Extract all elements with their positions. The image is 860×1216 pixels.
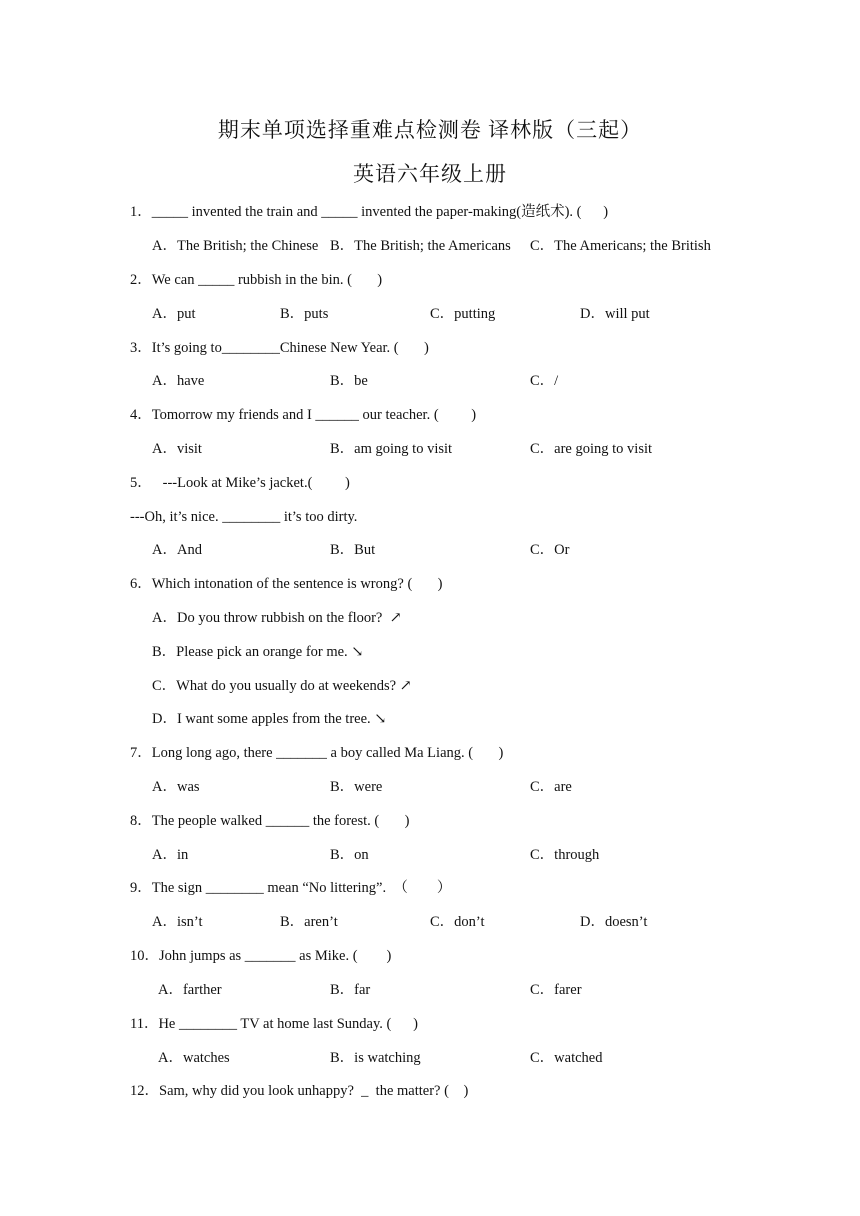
question-option: C．watched	[530, 1050, 603, 1066]
question-option: D．will put	[580, 306, 650, 322]
question-stem-continued: ---Oh, it’s nice. ________ it’s too dirty.	[130, 509, 358, 525]
question-option: B．is watching	[330, 1050, 421, 1066]
question-option: D．I want some apples from the tree. ↘	[152, 711, 387, 727]
question-option: B．on	[330, 847, 369, 863]
question-option: A．visit	[152, 441, 202, 457]
question-option: A．Do you throw rubbish on the floor? ↗	[152, 610, 402, 626]
question-option: C．putting	[430, 306, 496, 322]
page-subtitle: 英语六年级上册	[353, 162, 507, 186]
question-option: C．are	[530, 779, 572, 795]
question-stem: 10．John jumps as _______ as Mike. ( )	[130, 948, 392, 964]
question-option: A．have	[152, 373, 205, 389]
question-option: A．was	[152, 779, 200, 795]
question-option: A．watches	[158, 1050, 230, 1066]
question-option: B．But	[330, 542, 376, 558]
question-stem: 7．Long long ago, there _______ a boy called Ma Liang. ( )	[130, 745, 504, 761]
question-option: B．The British; the Americans	[330, 238, 511, 254]
question-option: C．What do you usually do at weekends? ↗	[152, 678, 412, 694]
question-option: C．The Americans; the British	[530, 238, 711, 254]
question-option: C．don’t	[430, 914, 485, 930]
question-option: C．Or	[530, 542, 570, 558]
question-option: B．far	[330, 982, 371, 998]
question-option: A．in	[152, 847, 189, 863]
question-option: A．put	[152, 306, 196, 322]
question-option: B．were	[330, 779, 383, 795]
question-stem: 9．The sign ________ mean “No littering”. （ ）	[130, 880, 452, 896]
question-stem: 2．We can _____ rubbish in the bin. ( )	[130, 272, 383, 288]
question-option: C．through	[530, 847, 600, 863]
question-option: B．am going to visit	[330, 441, 453, 457]
question-option: D．doesn’t	[580, 914, 648, 930]
question-option: B．puts	[280, 306, 329, 322]
question-stem: 11．He ________ TV at home last Sunday. ( )	[130, 1016, 418, 1032]
page-title: 期末单项选择重难点检测卷 译林版（三起）	[217, 118, 643, 142]
question-option: B．Please pick an orange for me. ↘	[152, 644, 364, 660]
question-option: A．isn’t	[152, 914, 203, 930]
question-option: A．And	[152, 542, 202, 558]
question-stem: 12．Sam, why did you look unhappy? _ the matter? ( )	[130, 1083, 469, 1099]
question-option: A．The British; the Chinese	[152, 238, 319, 254]
question-option: B．be	[330, 373, 368, 389]
question-stem: 4．Tomorrow my friends and I ______ our teacher. ( )	[130, 407, 477, 423]
question-option: A．farther	[158, 982, 222, 998]
question-stem: 8．The people walked ______ the forest. ( )	[130, 813, 410, 829]
question-option: B．aren’t	[280, 914, 338, 930]
question-stem: 3．It’s going to________Chinese New Year. ( )	[130, 340, 429, 356]
question-stem: 1．_____ invented the train and _____ invented the paper-making(造纸术). ( )	[130, 204, 609, 220]
question-option: C．/	[530, 373, 559, 389]
question-option: C．are going to visit	[530, 441, 653, 457]
question-option: C．farer	[530, 982, 582, 998]
question-stem: 5． ---Look at Mike’s jacket.( )	[130, 475, 350, 491]
question-stem: 6．Which intonation of the sentence is wrong? ( )	[130, 576, 443, 592]
